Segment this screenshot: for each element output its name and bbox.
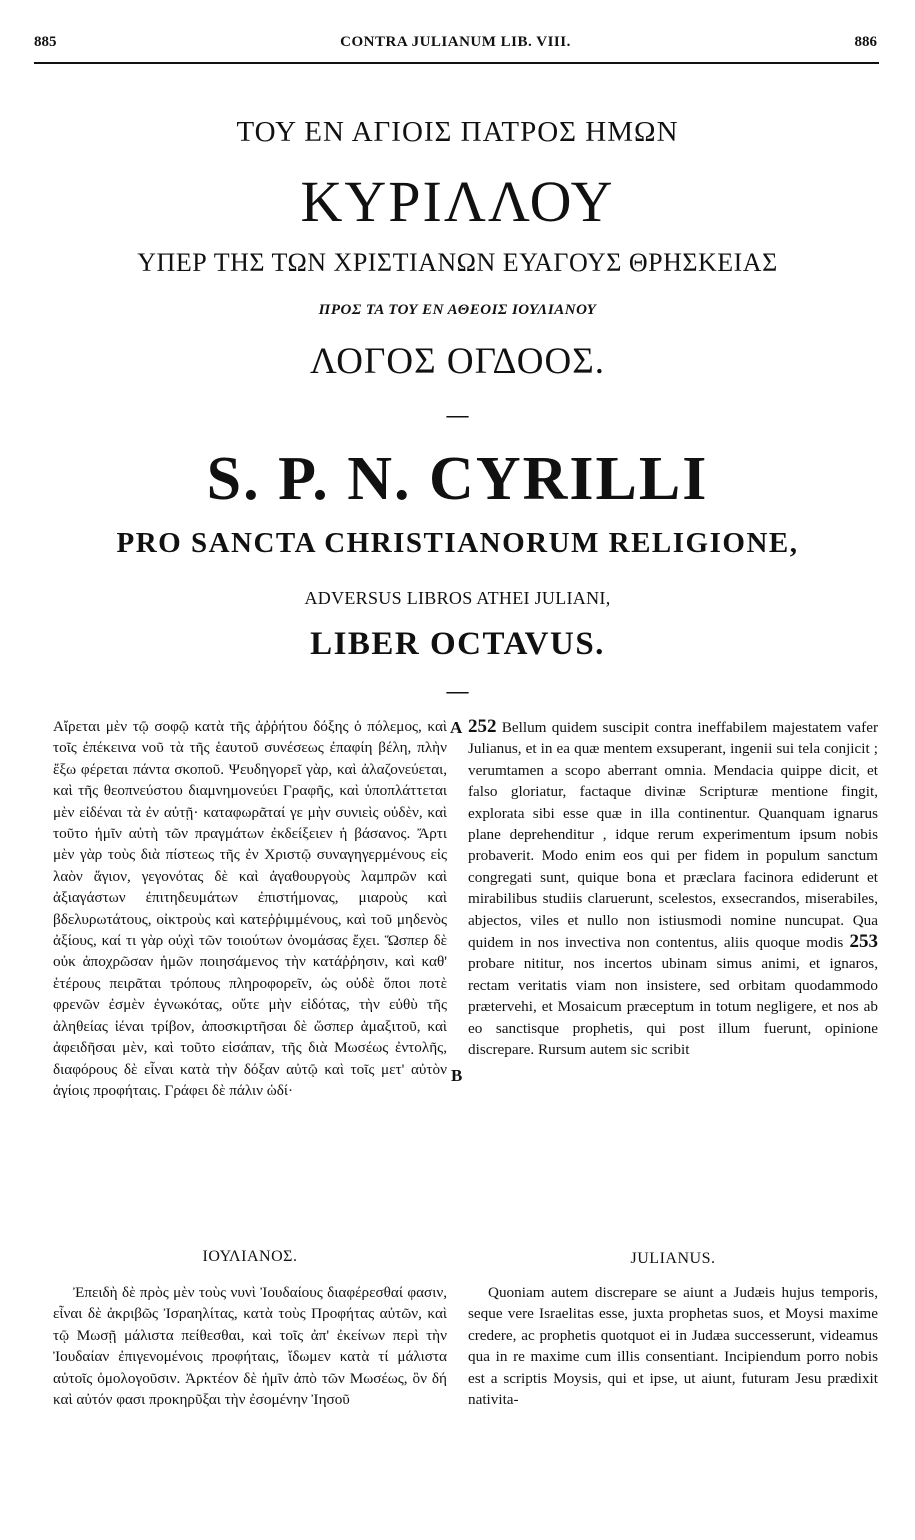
right-page-number: 886 (854, 34, 877, 50)
margin-marker-a: A (450, 718, 463, 737)
header-rule (34, 62, 879, 64)
column-number-252: 252 (468, 716, 497, 737)
greek-column (53, 716, 447, 1101)
greek-section-heading: ΙΟΥΛΙΑΝΟΣ. (202, 1248, 298, 1265)
greek-title-line-4: ΠΡΟΣ ΤΑ ΤΟΥ ΕΝ ΑΘΕΟΙΣ ΙΟΥΛΙΑΝΟΥ (318, 302, 597, 318)
latin-book-title: LIBER OCTAVUS. (310, 626, 605, 662)
greek-title-line-1: ΤΟΥ ΕΝ ΑΓΙΟΙΣ ΠΑΤΡΟΣ ΗΜΩΝ (236, 116, 679, 148)
running-head (34, 34, 877, 54)
latin-paragraph-1a: Bellum quidem suscipit contra ineffabilem majestatem vafer Julianus, et in ea quæ mentem exsuperant, ingenii sui tela conjicit ; verumtamen a scopo aberrant omnia. Mendacia quippe dicit, et falso gloriatur, factaque divinæ Scripturæ mentione fingit, explorata sibi esse quæ in illa continentur. Quanquam ignarus plane deprehenditur , idque rerum experimentum ipsum nobis probaverit. Modo enim eos qui per fidem in populum sanctum congregati sunt, quique bona et præclara facinora ediderunt et mirabilibus studiis claruerunt, scelestos, exsecrandos, miserabiles, abjectos, viles et nullo non istiusmodi nomine nuncupat. Qua quidem in nos invectiva non contentus, aliis quoque modis (468, 719, 879, 952)
greek-book-title: ΛΟΓΟΣ ΟΓΔΟΟΣ. (309, 341, 606, 382)
latin-column-2 (468, 1282, 878, 1410)
title-separator: — (446, 402, 469, 427)
column-number-253: 253 (849, 931, 878, 953)
greek-author-name: ΚΥΡΙΛΛΟΥ (300, 169, 615, 234)
greek-paragraph-2: Ἐπειδὴ δὲ πρὸς μὲν τοὺς νυνὶ Ἰουδαίους διαφέρεσθαί φασιν, εἶναι δὲ ἀκριβῶς Ἰσραηλίτας, κατὰ τοὺς Προφήτας αὐτῶν, καὶ τῷ Μωσῇ μάλιστα πείθεσθαι, καὶ τοῖς ἀπ' ἐκείνων περὶ τὴν Ἰουδαίαν ἐπιγενομένοις προφήταις, ἴδωμεν κατὰ τί μάλιστα αὐτοῖς ὁμολογοῦσιν. Ἀρκτέον δὲ ἡμῖν ἀπὸ τῶν Μωσέως, ὃν δή καὶ αὐτόν φασι προκηρῦξαι τὴν ἐσομένην Ἰησοῦ (53, 1284, 447, 1409)
latin-author-name: S. P. N. CYRILLI (206, 445, 709, 513)
latin-title-line-2: PRO SANCTA CHRISTIANORUM RELIGIONE, (116, 527, 799, 559)
latin-paragraph-2: Quoniam autem discrepare se aiunt a Judæis hujus temporis, seque vere Israelitas esse, juxta prophetas suos, et Moysi maxime credere, ac prophetis quotquot ei in Judæa successerunt, videamus qua in re maxime cum illis consentiant. Incipiendum porro nobis est a scriptis Moysis, qui et ipse, ut aiunt, futuram Jesu prædixit nativita- (468, 1284, 878, 1409)
latin-title-line-3: ADVERSUS LIBROS ATHEI JULIANI, (304, 588, 611, 608)
title-separator-2: — (446, 678, 469, 703)
greek-column-2 (53, 1282, 447, 1410)
greek-paragraph-1: Αἴρεται μὲν τῷ σοφῷ κατὰ τῆς ἀῤῥήτου δόξης ὁ πόλεμος, καὶ τοῖς ἐπέκεινα νοῦ τὰ τῆς ἑαυτοῦ συνέσεως ἐπαφίη βέλη, πλὴν ἔξω φέρεται πάντα σκοποῦ. Ψευδηγορεῖ γὰρ, καὶ ἀλαζονεύεται, καὶ τῆς θεοπνεύστου διαμνημονεύει Γραφῆς, καὶ ὑποπλάττεται μὲν εἰδέναι τὰ ἐν αὐτῇ· καταφωρᾶταί γε μὴν συνιεὶς οὐδὲν, καὶ τοῦτο ἡμῖν αὐτὴ τῶν πραγμάτων ἐκδείξειεν ἡ βάσανος. Ἄρτι μὲν γὰρ τοὺς διὰ πίστεως τῆς ἐν Χριστῷ συναγηγερμένους εἰς λαὸν ἅγιον, γεγονότας δὲ καὶ ἀγαθουργοὺς λαμπρῶν καὶ ἀξιαγάστων ἐπιτηδευμάτων ἐπιστήμονας, μιαροὺς καὶ βδελυρωτάτους, οἰκτροὺς καὶ κατεῤῥιμμένους, καὶ τοῦ μηδενὸς ἀξίους, καί τι γὰρ οὐχὶ τῶν τοιούτων ὀνομάσας ἔχει. Ὥσπερ δὲ οὐκ ἀποχρῶσαν ἡμῶν ποιησάμενος τὴν κατάῤῥησιν, καὶ καθ' ἑτέρους πειρᾶται τρόπους πληροφορεῖν, ὡς οὐδὲ ὅποι ποτὲ φρενῶν ἐσμὲν ἐγνωκότας, οὔτε μὴν εἰδότας, τὴν εὐθὺ τῆς ἀληθείας ἰέναι τρίβον, ἀποσκιρτῆσαι δὲ ὥσπερ ἁμαξιτοῦ, καὶ ἀφειδῆσαι μὲν, καὶ τοῦτο εἰσάπαν, τῆς διὰ Μωσέως ἐντολῆς, διαφόρους δὲ εἶναι κατὰ τὴν δόξαν αὐτῷ καὶ τοῖς μετ' αὐτὸν ἁγίοις προφήταις. Γράφει δὲ πάλιν ὡδί· (53, 718, 447, 1099)
left-page-number: 885 (34, 34, 57, 50)
latin-section-heading: JULIANUS. (630, 1250, 716, 1267)
latin-column (468, 716, 878, 1061)
latin-paragraph-1 (468, 716, 878, 1061)
running-title: CONTRA JULIANUM LIB. VIII. (340, 34, 571, 50)
margin-marker-b: B (451, 1066, 463, 1085)
latin-paragraph-1b: probare nititur, nos incertos ubinam simus animi, et ignaros, rectam veritatis viam non insistere, sed orbitam quodammodo prætervehi, et Mosaicum præceptum in totum negligere, et nos ab eo sanctisque prophetis, qui post illum fuerunt, opinione discrepare. Rursum autem sic scribit (468, 955, 878, 1059)
greek-title-line-3: ΥΠΕΡ ΤΗΣ ΤΩΝ ΧΡΙΣΤΙΑΝΩΝ ΕΥΑΓΟΥΣ ΘΡΗΣΚΕΙΑΣ (137, 248, 778, 277)
